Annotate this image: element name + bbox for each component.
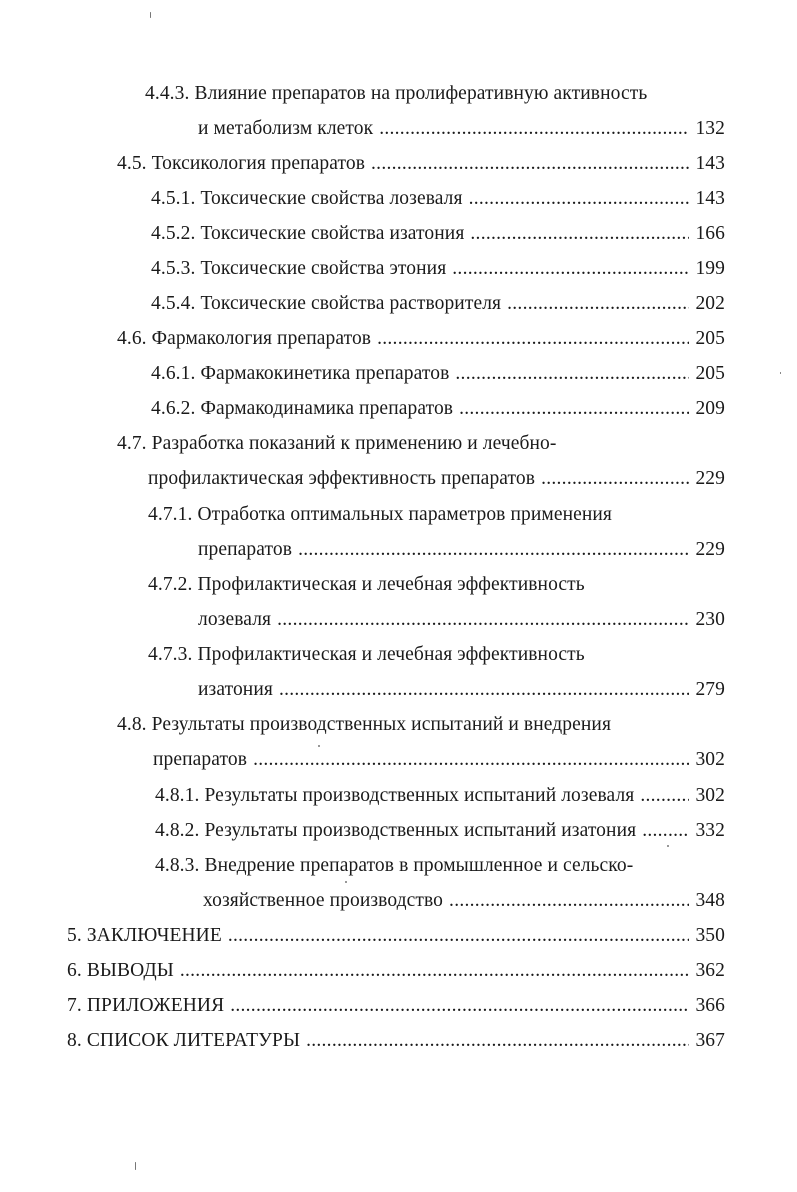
dot-leader	[455, 362, 689, 386]
toc-page-number: 302	[695, 749, 725, 770]
scan-speck	[345, 881, 347, 883]
toc-entry-continuation: хозяйственное производство	[203, 890, 444, 911]
toc-page-number: 205	[695, 328, 725, 349]
dot-leader	[469, 187, 690, 211]
toc-entry-title: Профилактическая и лечебная эффективность	[197, 644, 585, 665]
toc-entry-title: Результаты производственных испытаний изатония	[204, 820, 637, 841]
toc-page-number: 348	[695, 890, 725, 911]
toc-entry-number: 4.5.1.	[151, 188, 196, 209]
toc-entry-4-5-2[interactable]	[151, 216, 725, 246]
dot-leader	[379, 117, 689, 141]
toc-page-number: 367	[695, 1030, 725, 1051]
toc-entry-number: 4.5.3.	[151, 258, 196, 279]
toc-entry-4-7-heading	[117, 426, 557, 456]
toc-entry-title: ВЫВОДЫ	[86, 960, 174, 981]
toc-entry-number: 4.7.3.	[148, 644, 193, 665]
toc-page-number: 279	[695, 679, 725, 700]
toc-entry-number: 4.6.2.	[151, 398, 196, 419]
toc-entry-4-7-2-heading	[148, 567, 585, 597]
dot-leader	[642, 819, 689, 843]
toc-page-number: 143	[695, 188, 725, 209]
dot-leader	[452, 257, 689, 281]
toc-entry-4-8-3-heading	[155, 848, 633, 878]
toc-entry-4-8-3[interactable]	[203, 883, 725, 913]
toc-entry-4-6[interactable]	[117, 321, 725, 351]
toc-entry-8[interactable]	[67, 1023, 725, 1053]
toc-entry-number: 4.7.1.	[148, 504, 193, 525]
toc-entry-title: Разработка показаний к применению и лечебно-	[151, 433, 557, 454]
toc-page-number: 229	[695, 468, 725, 489]
toc-entry-4-7-3[interactable]	[198, 672, 725, 702]
toc-entry-continuation: лозеваля	[198, 609, 272, 630]
toc-page-number: 229	[695, 539, 725, 560]
toc-entry-title: Отработка оптимальных параметров применения	[197, 504, 613, 525]
toc-entry-4-7-1-heading	[148, 497, 612, 527]
dot-leader	[640, 784, 689, 808]
toc-page-number: 366	[695, 995, 725, 1016]
dot-leader	[377, 327, 689, 351]
scan-speck	[135, 1162, 136, 1170]
dot-leader	[470, 222, 689, 246]
dot-leader	[541, 467, 689, 491]
toc-page-number: 230	[695, 609, 725, 630]
toc-entry-title: ПРИЛОЖЕНИЯ	[86, 995, 225, 1016]
dot-leader	[180, 959, 690, 983]
toc-page-number: 205	[695, 363, 725, 384]
dot-leader	[306, 1029, 689, 1053]
toc-entry-number: 4.8.2.	[155, 820, 200, 841]
scan-speck	[667, 845, 669, 847]
toc-entry-number: 4.5.4.	[151, 293, 196, 314]
dot-leader	[449, 889, 689, 913]
dot-leader	[459, 397, 689, 421]
toc-entry-number: 4.8.3.	[155, 855, 200, 876]
toc-entry-4-4-3-heading	[145, 76, 647, 106]
toc-entry-continuation: препаратов	[153, 749, 248, 770]
toc-page-number: 209	[695, 398, 725, 419]
dot-leader	[279, 678, 689, 702]
toc-entry-4-8[interactable]	[153, 742, 725, 772]
toc-entry-4-5-1[interactable]	[151, 181, 725, 211]
toc-page-number: 132	[695, 118, 725, 139]
toc-page-number: 350	[695, 925, 725, 946]
toc-entry-4-8-heading	[117, 707, 611, 737]
toc-entry-4-5-4[interactable]	[151, 286, 725, 316]
toc-entry-number: 4.8.1.	[155, 785, 200, 806]
toc-entry-continuation: и метаболизм клеток	[198, 118, 374, 139]
toc-entry-title: Внедрение препаратов в промышленное и сельско-	[204, 855, 634, 876]
scan-speck	[318, 745, 320, 747]
toc-entry-4-7-3-heading	[148, 637, 585, 667]
scan-speck	[780, 372, 781, 374]
toc-entry-4-6-2[interactable]	[151, 391, 725, 421]
toc-entry-4-7-1[interactable]	[198, 532, 725, 562]
toc-entry-4-7-2[interactable]	[198, 602, 725, 632]
toc-entry-title: СПИСОК ЛИТЕРАТУРЫ	[86, 1030, 301, 1051]
toc-entry-number: 4.8.	[117, 714, 147, 735]
toc-page-number: 143	[695, 153, 725, 174]
toc-entry-number: 6.	[67, 960, 82, 981]
toc-entry-7[interactable]	[67, 988, 725, 1018]
toc-entry-6[interactable]	[67, 953, 725, 983]
toc-entry-continuation: профилактическая эффективность препаратов	[148, 468, 536, 489]
toc-entry-4-5[interactable]	[117, 146, 725, 176]
toc-page-number: 166	[695, 223, 725, 244]
toc-entry-title: Фармакодинамика препаратов	[200, 398, 454, 419]
toc-entry-continuation: препаратов	[198, 539, 293, 560]
toc-page-number: 199	[695, 258, 725, 279]
dot-leader	[230, 994, 689, 1018]
toc-entry-number: 4.6.	[117, 328, 147, 349]
toc-entry-4-8-1[interactable]	[155, 778, 725, 808]
toc-entry-4-7[interactable]	[148, 461, 725, 491]
toc-page-number: 362	[695, 960, 725, 981]
toc-entry-continuation: изатония	[198, 679, 273, 700]
dot-leader	[277, 608, 689, 632]
toc-page-number: 202	[695, 293, 725, 314]
toc-entry-title: Результаты производственных испытаний лозеваля	[204, 785, 635, 806]
dot-leader	[298, 538, 689, 562]
dot-leader	[253, 748, 689, 772]
toc-entry-5[interactable]	[67, 918, 725, 948]
toc-entry-title: Профилактическая и лечебная эффективность	[197, 574, 585, 595]
toc-entry-number: 4.7.	[117, 433, 147, 454]
dot-leader	[507, 292, 689, 316]
toc-entry-title: Токсические свойства растворителя	[200, 293, 502, 314]
toc-entry-title: Влияние препаратов на пролиферативную активность	[194, 83, 648, 104]
toc-entry-number: 7.	[67, 995, 82, 1016]
toc-entry-title: Токсикология препаратов	[151, 153, 366, 174]
toc-entry-number: 4.5.2.	[151, 223, 196, 244]
toc-entry-title: Результаты производственных испытаний и внедрения	[151, 714, 612, 735]
dot-leader	[371, 152, 689, 176]
toc-entry-number: 4.6.1.	[151, 363, 196, 384]
toc-entry-4-5-3[interactable]	[151, 251, 725, 281]
toc-page-number: 302	[695, 785, 725, 806]
toc-page-number: 332	[695, 820, 725, 841]
dot-leader	[228, 924, 690, 948]
toc-entry-4-4-3[interactable]	[198, 111, 725, 141]
toc-entry-title: Токсические свойства лозеваля	[200, 188, 463, 209]
toc-entry-title: Фармакология препаратов	[151, 328, 372, 349]
toc-entry-number: 4.7.2.	[148, 574, 193, 595]
toc-entry-4-6-1[interactable]	[151, 356, 725, 386]
toc-entry-number: 4.5.	[117, 153, 147, 174]
scan-speck	[150, 12, 151, 18]
toc-entry-number: 4.4.3.	[145, 83, 190, 104]
toc-entry-title: ЗАКЛЮЧЕНИЕ	[86, 925, 222, 946]
toc-entry-title: Фармакокинетика препаратов	[200, 363, 450, 384]
toc-entry-title: Токсические свойства этония	[200, 258, 447, 279]
toc-entry-4-8-2[interactable]	[155, 813, 725, 843]
toc-entry-number: 8.	[67, 1030, 82, 1051]
toc-entry-number: 5.	[67, 925, 82, 946]
toc-entry-title: Токсические свойства изатония	[200, 223, 465, 244]
